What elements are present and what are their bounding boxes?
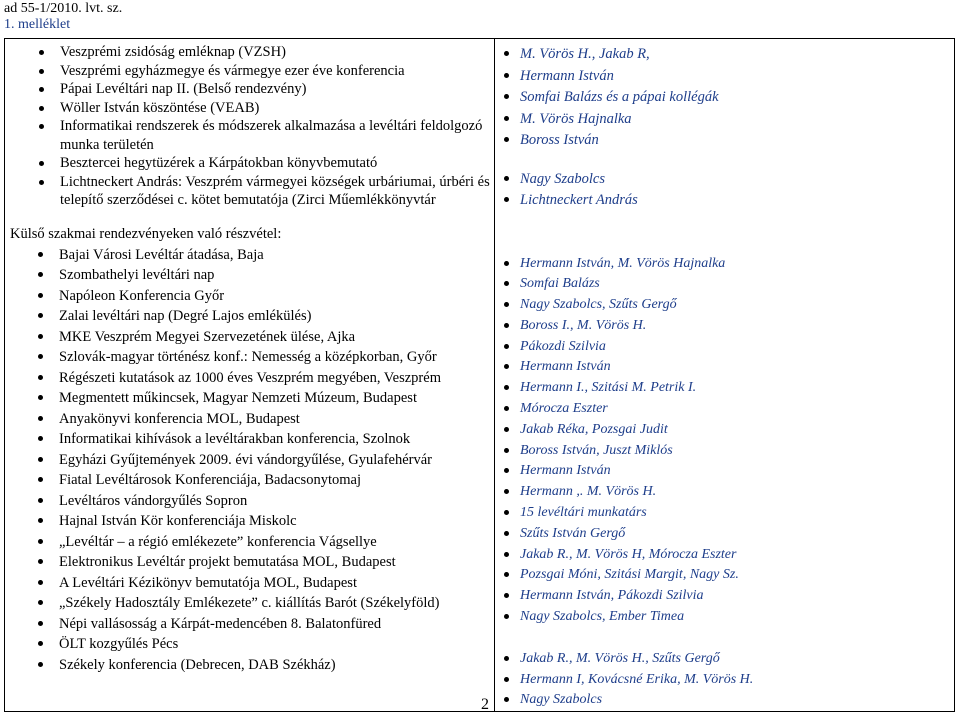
list-item: Napóleon Konferencia Győr bbox=[5, 286, 494, 307]
bullet-icon bbox=[504, 593, 509, 598]
list-item: Hermann István, M. Vörös Hajnalka bbox=[495, 254, 954, 275]
list-item: Pákozdi Szilvia bbox=[495, 337, 954, 358]
bullet-icon bbox=[39, 180, 44, 185]
list-item: Hermann ,. M. Vörös H. bbox=[495, 482, 954, 503]
list-item: Hermann I., Szitási M. Petrik I. bbox=[495, 378, 954, 399]
list-item: Hermann István bbox=[495, 357, 954, 378]
bullet-icon bbox=[504, 614, 509, 619]
bullet-icon bbox=[504, 302, 509, 307]
bullet-icon bbox=[504, 385, 509, 390]
events-cell bbox=[5, 39, 495, 712]
external-events-list bbox=[5, 245, 494, 676]
page-number: 2 bbox=[481, 696, 489, 713]
bullet-icon bbox=[504, 448, 509, 453]
list-item: Bajai Városi Levéltár átadása, Baja bbox=[5, 245, 494, 266]
bullet-icon bbox=[38, 662, 43, 667]
bullet-icon bbox=[504, 51, 509, 56]
list-item: Nagy Szabolcs, Szűts Gergő bbox=[495, 295, 954, 316]
list-item: M. Vörös Hajnalka bbox=[495, 109, 954, 131]
bullet-icon bbox=[504, 73, 509, 78]
list-item: Nagy Szabolcs, Ember Timea bbox=[495, 607, 954, 628]
list-item: Régészeti kutatások az 1000 éves Veszprém megyében, Veszprém bbox=[5, 368, 494, 389]
list-item: Szombathelyi levéltári nap bbox=[5, 265, 494, 286]
bullet-icon bbox=[504, 697, 509, 702]
bullet-icon bbox=[38, 600, 43, 605]
external-events-label: Külső szakmai rendezvényeken való részvétel: bbox=[10, 225, 282, 242]
bullet-icon bbox=[39, 87, 44, 92]
bullet-icon bbox=[38, 416, 43, 421]
list-item: Informatikai kihívások a levéltárakban konferencia, Szolnok bbox=[5, 429, 494, 450]
bullet-icon bbox=[39, 106, 44, 111]
list-item: 15 levéltári munkatárs bbox=[495, 503, 954, 524]
bullet-icon bbox=[39, 161, 44, 166]
list-item: MKE Veszprém Megyei Szervezetének ülése, Ajka bbox=[5, 327, 494, 348]
participants-cell bbox=[495, 39, 955, 712]
list-item: Somfai Balázs és a pápai kollégák bbox=[495, 87, 954, 109]
list-item: Wöller István köszöntése (VEAB) bbox=[5, 99, 494, 118]
list-item: Elektronikus Levéltár projekt bemutatása MOL, Budapest bbox=[5, 552, 494, 573]
bullet-icon bbox=[38, 641, 43, 646]
list-item: Nagy Szabolcs bbox=[495, 690, 954, 711]
list-item: Nagy Szabolcs bbox=[495, 169, 954, 191]
list-item: Egyházi Gyűjtemények 2009. évi vándorgyűlése, Gyulafehérvár bbox=[5, 450, 494, 471]
bullet-icon bbox=[504, 323, 509, 328]
list-item: Besztercei hegytüzérek a Kárpátokban könyvbemutató bbox=[5, 154, 494, 173]
bullet-icon bbox=[504, 510, 509, 515]
bullet-icon bbox=[38, 436, 43, 441]
list-item: Pápai Levéltári nap II. (Belső rendezvény) bbox=[5, 80, 494, 99]
list-item: Anyakönyvi konferencia MOL, Budapest bbox=[5, 409, 494, 430]
bullet-icon bbox=[38, 498, 43, 503]
bullet-icon bbox=[38, 334, 43, 339]
bullet-icon bbox=[504, 137, 509, 142]
table-row bbox=[5, 39, 955, 712]
list-item: M. Vörös H., Jakab R, bbox=[495, 44, 954, 66]
bullet-icon bbox=[504, 281, 509, 286]
list-item: Mórocza Eszter bbox=[495, 399, 954, 420]
list-item: Szlovák-magyar történész konf.: Nemesség a középkorban, Győr bbox=[5, 347, 494, 368]
list-item: Hermann István bbox=[495, 66, 954, 88]
bullet-icon bbox=[504, 364, 509, 369]
list-item: Jakab Réka, Pozsgai Judit bbox=[495, 420, 954, 441]
bullet-icon bbox=[38, 621, 43, 626]
list-item: Boross I., M. Vörös H. bbox=[495, 316, 954, 337]
bullet-icon bbox=[38, 518, 43, 523]
list-item: „Levéltár – a régió emlékezete” konferencia Vágsellye bbox=[5, 532, 494, 553]
list-item: ÖLT kozgyűlés Pécs bbox=[5, 634, 494, 655]
external-participants-list bbox=[495, 254, 954, 712]
bullet-icon bbox=[38, 580, 43, 585]
list-item: Székely konferencia (Debrecen, DAB Székház) bbox=[5, 655, 494, 676]
annex-label: 1. melléklet bbox=[4, 17, 71, 32]
list-item: Boross István, Juszt Miklós bbox=[495, 441, 954, 462]
bullet-icon bbox=[38, 539, 43, 544]
bullet-icon bbox=[504, 344, 509, 349]
list-item: Hermann I, Kovácsné Erika, M. Vörös H. bbox=[495, 670, 954, 691]
bullet-icon bbox=[38, 293, 43, 298]
bullet-icon bbox=[38, 559, 43, 564]
bullet-icon bbox=[38, 272, 43, 277]
bullet-icon bbox=[39, 124, 44, 129]
list-item: Hermann István bbox=[495, 461, 954, 482]
bullet-icon bbox=[38, 375, 43, 380]
bullet-icon bbox=[38, 354, 43, 359]
list-item: Lichtneckert András bbox=[495, 190, 954, 212]
bullet-icon bbox=[38, 252, 43, 257]
list-item: Veszprémi zsidóság emléknap (VZSH) bbox=[5, 43, 494, 62]
list-item: Fiatal Levéltárosok Konferenciája, Badacsonytomaj bbox=[5, 470, 494, 491]
bullet-icon bbox=[504, 94, 509, 99]
bullet-icon bbox=[38, 477, 43, 482]
list-item: Boross István bbox=[495, 130, 954, 152]
bullet-icon bbox=[504, 552, 509, 557]
list-item: Informatikai rendszerek és módszerek alkalmazása a levéltári feldolgozó munka területén bbox=[5, 117, 494, 154]
bullet-icon bbox=[504, 489, 509, 494]
list-item: Lichtneckert András: Veszprém vármegyei községek urbáriumai, úrbéri és telepítő szerződései c. kötet bemutatója (Zirci Műemlékkönyvtár bbox=[5, 173, 494, 210]
bullet-icon bbox=[504, 656, 509, 661]
bullet-icon bbox=[504, 468, 509, 473]
events-table bbox=[4, 38, 955, 712]
bullet-icon bbox=[38, 313, 43, 318]
list-item: Népi vallásosság a Kárpát-medencében 8. Balatonfüred bbox=[5, 614, 494, 635]
bullet-icon bbox=[504, 677, 509, 682]
bullet-icon bbox=[504, 261, 509, 266]
bullet-icon bbox=[504, 176, 509, 181]
list-item: Pozsgai Móni, Szitási Margit, Nagy Sz. bbox=[495, 565, 954, 586]
bullet-icon bbox=[38, 457, 43, 462]
list-item: Hajnal István Kör konferenciája Miskolc bbox=[5, 511, 494, 532]
list-item: Megmentett műkincsek, Magyar Nemzeti Múzeum, Budapest bbox=[5, 388, 494, 409]
bullet-icon bbox=[39, 50, 44, 55]
bullet-icon bbox=[38, 395, 43, 400]
document-reference: ad 55-1/2010. lvt. sz. bbox=[4, 1, 123, 16]
list-item: Veszprémi egyházmegye és vármegye ezer éve konferencia bbox=[5, 62, 494, 81]
bullet-icon bbox=[39, 69, 44, 74]
bullet-icon bbox=[504, 531, 509, 536]
bullet-icon bbox=[504, 406, 509, 411]
list-item: „Székely Hadosztály Emlékezete” c. kiállítás Barót (Székelyföld) bbox=[5, 593, 494, 614]
internal-participants-list bbox=[495, 44, 954, 212]
list-item: Jakab R., M. Vörös H., Szűts Gergő bbox=[495, 649, 954, 670]
internal-events-list bbox=[5, 43, 494, 210]
bullet-icon bbox=[504, 427, 509, 432]
list-item: A Levéltári Kézikönyv bemutatója MOL, Budapest bbox=[5, 573, 494, 594]
bullet-icon bbox=[504, 197, 509, 202]
bullet-icon bbox=[504, 116, 509, 121]
list-item: Somfai Balázs bbox=[495, 274, 954, 295]
list-item: Levéltáros vándorgyűlés Sopron bbox=[5, 491, 494, 512]
list-item: Szűts István Gergő bbox=[495, 524, 954, 545]
bullet-icon bbox=[504, 572, 509, 577]
list-item: Hermann István, Pákozdi Szilvia bbox=[495, 586, 954, 607]
list-item: Jakab R., M. Vörös H, Mórocza Eszter bbox=[495, 545, 954, 566]
list-item: Zalai levéltári nap (Degré Lajos emlékülés) bbox=[5, 306, 494, 327]
